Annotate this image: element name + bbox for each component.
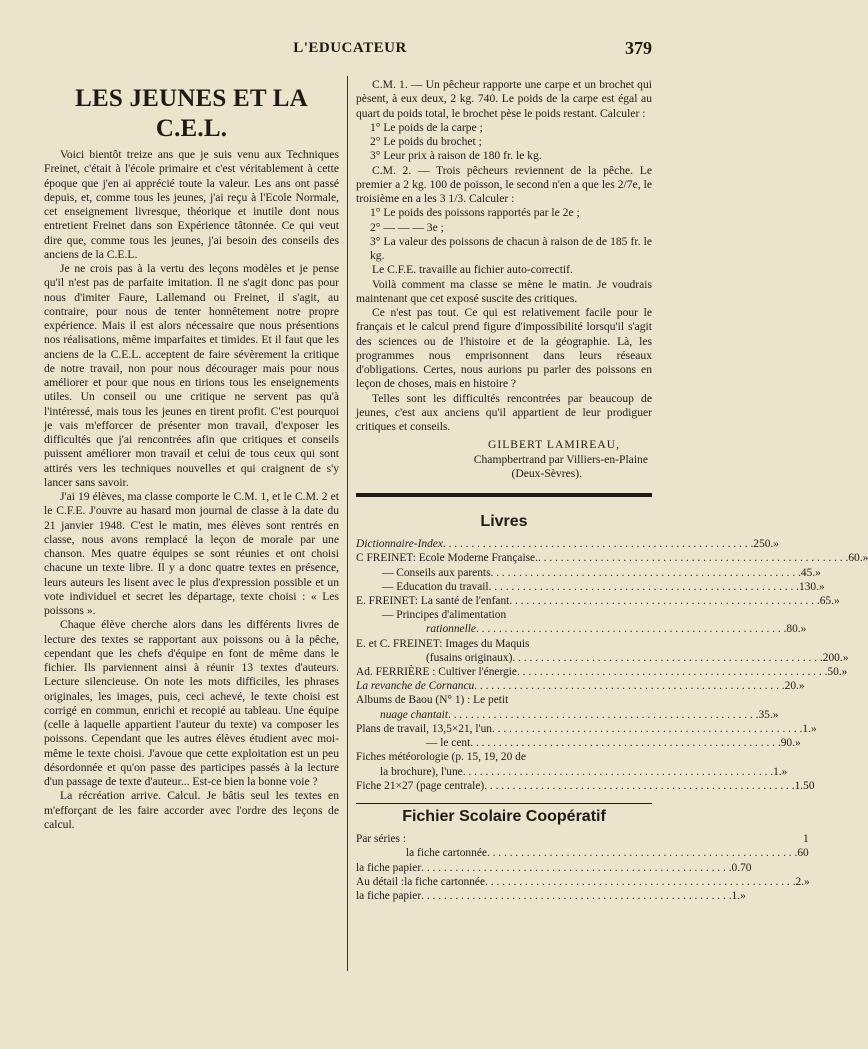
book-row: la brochure), l'une . . . 1. » [356, 765, 652, 779]
page-number: 379 [625, 38, 652, 58]
price: 0.70 [731, 861, 752, 874]
book-row: La revanche de Cornancu . . . 20. » [356, 679, 652, 693]
book-row: Ad. FERRIÈRE : Cultiver l'énergie . . . 50. » [356, 665, 652, 679]
book-row: — le cent . . . 90. » [356, 736, 652, 750]
book-price: 250. [753, 538, 774, 551]
section-rule [356, 803, 652, 804]
book-title: (fusains originaux) [426, 651, 513, 664]
book-price: 45. [800, 566, 816, 579]
fichier-heading: Fichier Scolaire Coopératif [402, 807, 606, 825]
book-title: la brochure), l'une [380, 765, 463, 778]
book-title: La revanche de Cornancu [356, 680, 475, 693]
book-title: — le cent [426, 737, 471, 750]
paragraph: Ce n'est pas tout. Ce qui est relativement facile pour le français et le calcul prend figure d'impossibilité lorsqu'il s'agit des sciences ou de l'histoire et de la géographie. Là, les programmes nous emprisonnent dans leurs réseaux d'obligations. Certes, nous aurions pu parler des poissons en leçon de choses, mais en histoire ? [356, 306, 652, 391]
book-title: nuage chantait [380, 708, 449, 721]
author-place: Champbertrand par Villiers-en-Plaine [473, 452, 648, 466]
book-row [356, 637, 652, 651]
paragraph: Je ne crois pas à la vertu des leçons modèles et je pense qu'il n'est pas de parfaite imitation. Il ne s'agit donc pas pour nous d'imiter Faure, Lallemand ou Freinet, il s'agit, au contraire, pour nous de tenter honnêtement notre propre expérience. Mais il est alors nécessaire que nous présentions nos réalisations, même imparfaites et timides. Et il faut que les anciens de la C.E.L. acceptent de faire sévèrement la critique de notre travail, non pour nous décourager mais pour nous améliorer et pour que nous en tirions tous les enseignements utiles. Un conseil ou une critique ne servent pas qu'à l'intéressé, mais tous les jeunes en tirent profit. C'est pourquoi je vais m'efforcer de présenter mon travail, d'exposer les difficultés que j'ai rencontrées afin que critiques et conseils puissent améliorer mon travail et celui de tous ceux qui sont attirés vers les techniques nouvelles et qui craignent de s'y lancer sans savoir. [44, 262, 339, 489]
book-price: 35. [758, 708, 773, 721]
column-divider [347, 76, 348, 971]
list-item: 3° La valeur des poissons de chacun à raison de de 185 fr. le kg. [370, 234, 652, 262]
book-title: Fiches météorologie (p. 15, 19, 20 de [356, 751, 526, 764]
book-price: 20. [784, 680, 799, 693]
price: 1. [731, 889, 741, 902]
paragraph: Telles sont les difficultés rencontrées par beaucoup de jeunes, c'est aux anciens qu'il appartient de leur prodiguer critiques et conseils. [356, 391, 652, 433]
running-header [0, 38, 700, 62]
problem-cm2: C.M. 2. — Trois pêcheurs reviennent de la pêche. Le premier a 2 kg. 100 de poisson, le second n'en a que les 2/7e, le troisième en a les 3 1/3. Calculer : [356, 163, 652, 205]
paragraph: Voici bientôt treize ans que je suis venu aux Techniques Freinet, c'était à l'école primaire et c'est véritablement à cette époque que j'en ai apprécié toute la valeur. Les ans ont passé depuis, et, comme tous les jeunes, j'ai reçu à l'Ecole Normale, cet enseignement livresque, théorique et inutile dont nous entretient Freinet dans son Expérience tâtonnée. Ce qui veut dire que, comme tous les jeunes, j'ai besoin des conseils des anciens de la C.E.L. [44, 148, 339, 261]
author-name: GILBERT LAMIREAU, [487, 438, 620, 452]
book-title: E. FREINET: La santé de l'enfant [356, 595, 510, 608]
left-column [44, 78, 339, 832]
book-row [356, 750, 652, 764]
book-row: Plans de travail, 13,5×21, l'un . . . 1. » [356, 722, 652, 736]
book-row: C FREINET: Ecole Moderne Française. . . . 60. » [356, 551, 652, 565]
book-title: Fiche 21×27 (page centrale) [356, 779, 485, 792]
book-price: 1. [773, 765, 782, 778]
book-price: 200. [822, 651, 843, 664]
book-title: — Conseils aux parents [382, 566, 491, 579]
book-row [356, 779, 815, 793]
books-heading: Livres [480, 513, 528, 530]
book-title: Albums de Baou (N° 1) : Le petit [356, 694, 509, 707]
book-title: rationnelle [426, 623, 476, 636]
price-row: Par séries : la fiche cartonnée . . . 1 60 [356, 832, 652, 860]
book-price: 1.50 [794, 779, 815, 792]
book-price: 130. [799, 580, 819, 593]
article-title: LES JEUNES ET LA C.E.L. [75, 85, 308, 142]
journal-title: L'EDUCATEUR [293, 40, 407, 56]
book-title: C FREINET: Ecole Moderne Française. [356, 552, 538, 565]
books-list [356, 537, 868, 793]
book-row [356, 693, 652, 707]
book-row: (fusains originaux) . . . 200. » [356, 651, 652, 665]
author-department: (Deux-Sèvres). [511, 466, 582, 480]
problem-cm1: C.M. 1. — Un pêcheur rapporte une carpe et un brochet qui pèsent, à eux deux, 2 kg. 740. Le poids de la carpe est égal au quart du poids total, le brochet pèse le poids restant. Calculer : [356, 78, 652, 120]
price-row: la fiche papier . . . 1. » [356, 889, 652, 903]
book-price: 90. [780, 737, 795, 750]
price-row: la fiche papier . . . 0.70 [356, 861, 652, 875]
book-title: — Principes d'alimentation [382, 609, 507, 622]
section-rule [356, 493, 652, 497]
price: 1 60 [797, 833, 809, 860]
book-price: 1. [802, 722, 811, 735]
book-price: 65. [819, 595, 834, 608]
book-row [356, 608, 652, 622]
price-row: Au détail : la fiche cartonnée . . . 2. » [356, 875, 652, 889]
book-price: 60. [848, 552, 863, 565]
book-title: Dictionnaire-Index [356, 538, 443, 551]
book-price: 50. [827, 666, 842, 679]
paragraph: Le C.F.E. travaille au fichier auto-correctif. [372, 263, 573, 277]
book-title: Ad. FERRIÈRE : Cultiver l'énergie [356, 666, 517, 679]
book-row: rationnelle . . . 80. » [356, 622, 652, 636]
book-row: E. FREINET: La santé de l'enfant . . . 65. » [356, 594, 652, 608]
list-item: 3° Leur prix à raison de 180 fr. le kg. [370, 149, 542, 163]
paragraph: La récréation arrive. Calcul. Je bâtis seul les textes en m'efforçant de les faire accorder avec l'ordre des leçons de calcul. [44, 789, 339, 831]
book-row: — Education du travail . . . 130. » [356, 580, 652, 594]
book-row: — Conseils aux parents . . . 45. » [356, 566, 652, 580]
book-row: nuage chantait . . . 35. » [356, 708, 652, 722]
list-item: 2° Le poids du brochet ; [370, 135, 482, 148]
paragraph: Voilà comment ma classe se mène le matin. Je voudrais maintenant que cet exposé suscite des critiques. [356, 277, 652, 305]
right-column [356, 78, 868, 903]
list-item: 1° Le poids de la carpe ; [370, 120, 483, 134]
book-title: — Education du travail [382, 580, 489, 593]
book-title: E. et C. FREINET: Images du Maquis [356, 637, 530, 650]
paragraph: J'ai 19 élèves, ma classe comporte le C.M. 1, et le C.M. 2 et le C.F.E. J'ouvre au hasard mon journal de classe à la date du 21 janvier 1948. C'est le matin, mes élèves sont rentrés en classe, nous avons remplacé la leçon de morale par une chanson. Mes quatre équipes se sont réunies et ont choisi chacune un texte libre. Il y a donc quatre textes en présence, leurs auteurs les lisent avec le plus d'expression possible et un vote individuel et secret les départage, texte choisi : « Les poissons ». [44, 490, 339, 617]
list-item: 1° Le poids des poissons rapportés par le 2e ; [370, 206, 580, 220]
book-title: Plans de travail, 13,5×21, l'un [356, 722, 492, 735]
book-row: Dictionnaire-Index . . . 250. » [356, 537, 652, 551]
price: 2. [795, 875, 804, 888]
list-item: 2° — — — 3e ; [370, 220, 444, 234]
book-price: 80. [786, 623, 801, 636]
fichier-list [356, 832, 810, 903]
paragraph: Chaque élève cherche alors dans les différents livres de lecture des textes se rapportant aux poissons ou à la pêche, cependant que les chefs d'équipe en font de même dans le fichier. Ils parviennent ainsi à réunir 13 textes d'auteurs. Lecture silencieuse. On note les mots difficiles, les phrases originales, les images, puis, ceci achevé, le texte choisi est corrigé en commun, enrichi et recopié au tableau. Une équipe (celle à laquelle appartient l'auteur du texte) va composer les poissons. Cependant que les autres élèves étudient avec moi-même le texte choisi. J'avoue que cette exploitation est un peu désordonnée et qu'on passe des participes passés à la lecture d'un passage de texte d'auteur... Est-ce bien la bonne voie ? [44, 618, 339, 788]
